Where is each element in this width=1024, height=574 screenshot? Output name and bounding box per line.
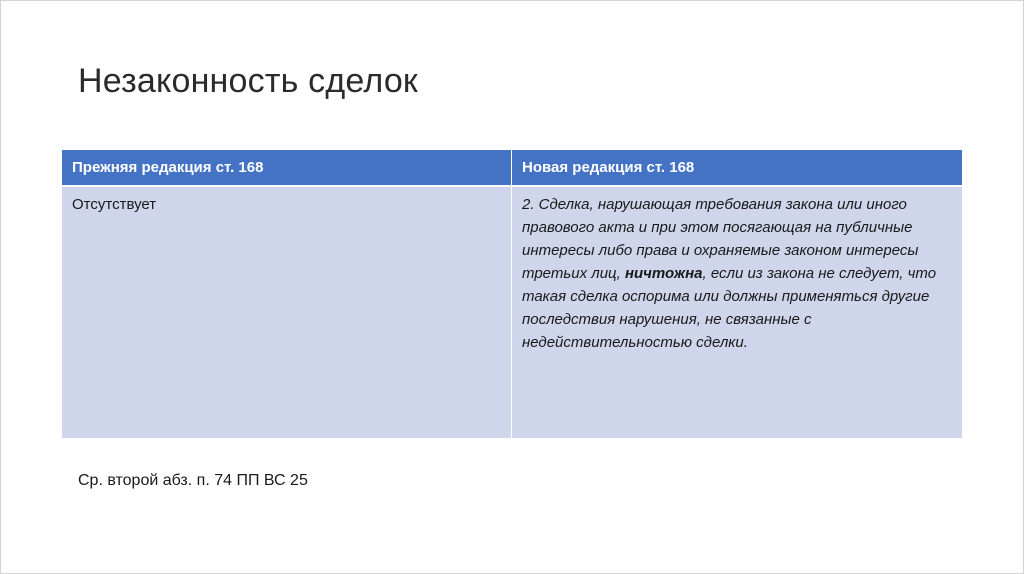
table-row — [62, 186, 962, 438]
slide-title: Незаконность сделок — [78, 62, 418, 100]
header-new-edition: Новая редакция ст. 168 — [512, 150, 963, 186]
footnote-reference: Ср. второй абз. п. 74 ПП ВС 25 — [78, 472, 308, 489]
new-edition-bold-term: ничтожна — [624, 265, 703, 282]
cell-old-edition: Отсутствует — [62, 186, 512, 438]
new-edition-text-end: , если из закона не следует, что такая сделка оспорима или должны применяться другие последствия нарушения, не связанные с недействительностью сделки. — [522, 265, 937, 351]
header-old-edition: Прежняя редакция ст. 168 — [62, 150, 512, 186]
cell-new-edition — [512, 186, 963, 438]
new-edition-text-start: 2. Сделка, нарушающая требования закона или иного правового акта и при этом посягающая на публичные интересы либо права и охраняемые законом интересы третьих лиц, — [522, 196, 919, 282]
table-header-row — [62, 150, 962, 186]
comparison-table — [62, 150, 962, 438]
